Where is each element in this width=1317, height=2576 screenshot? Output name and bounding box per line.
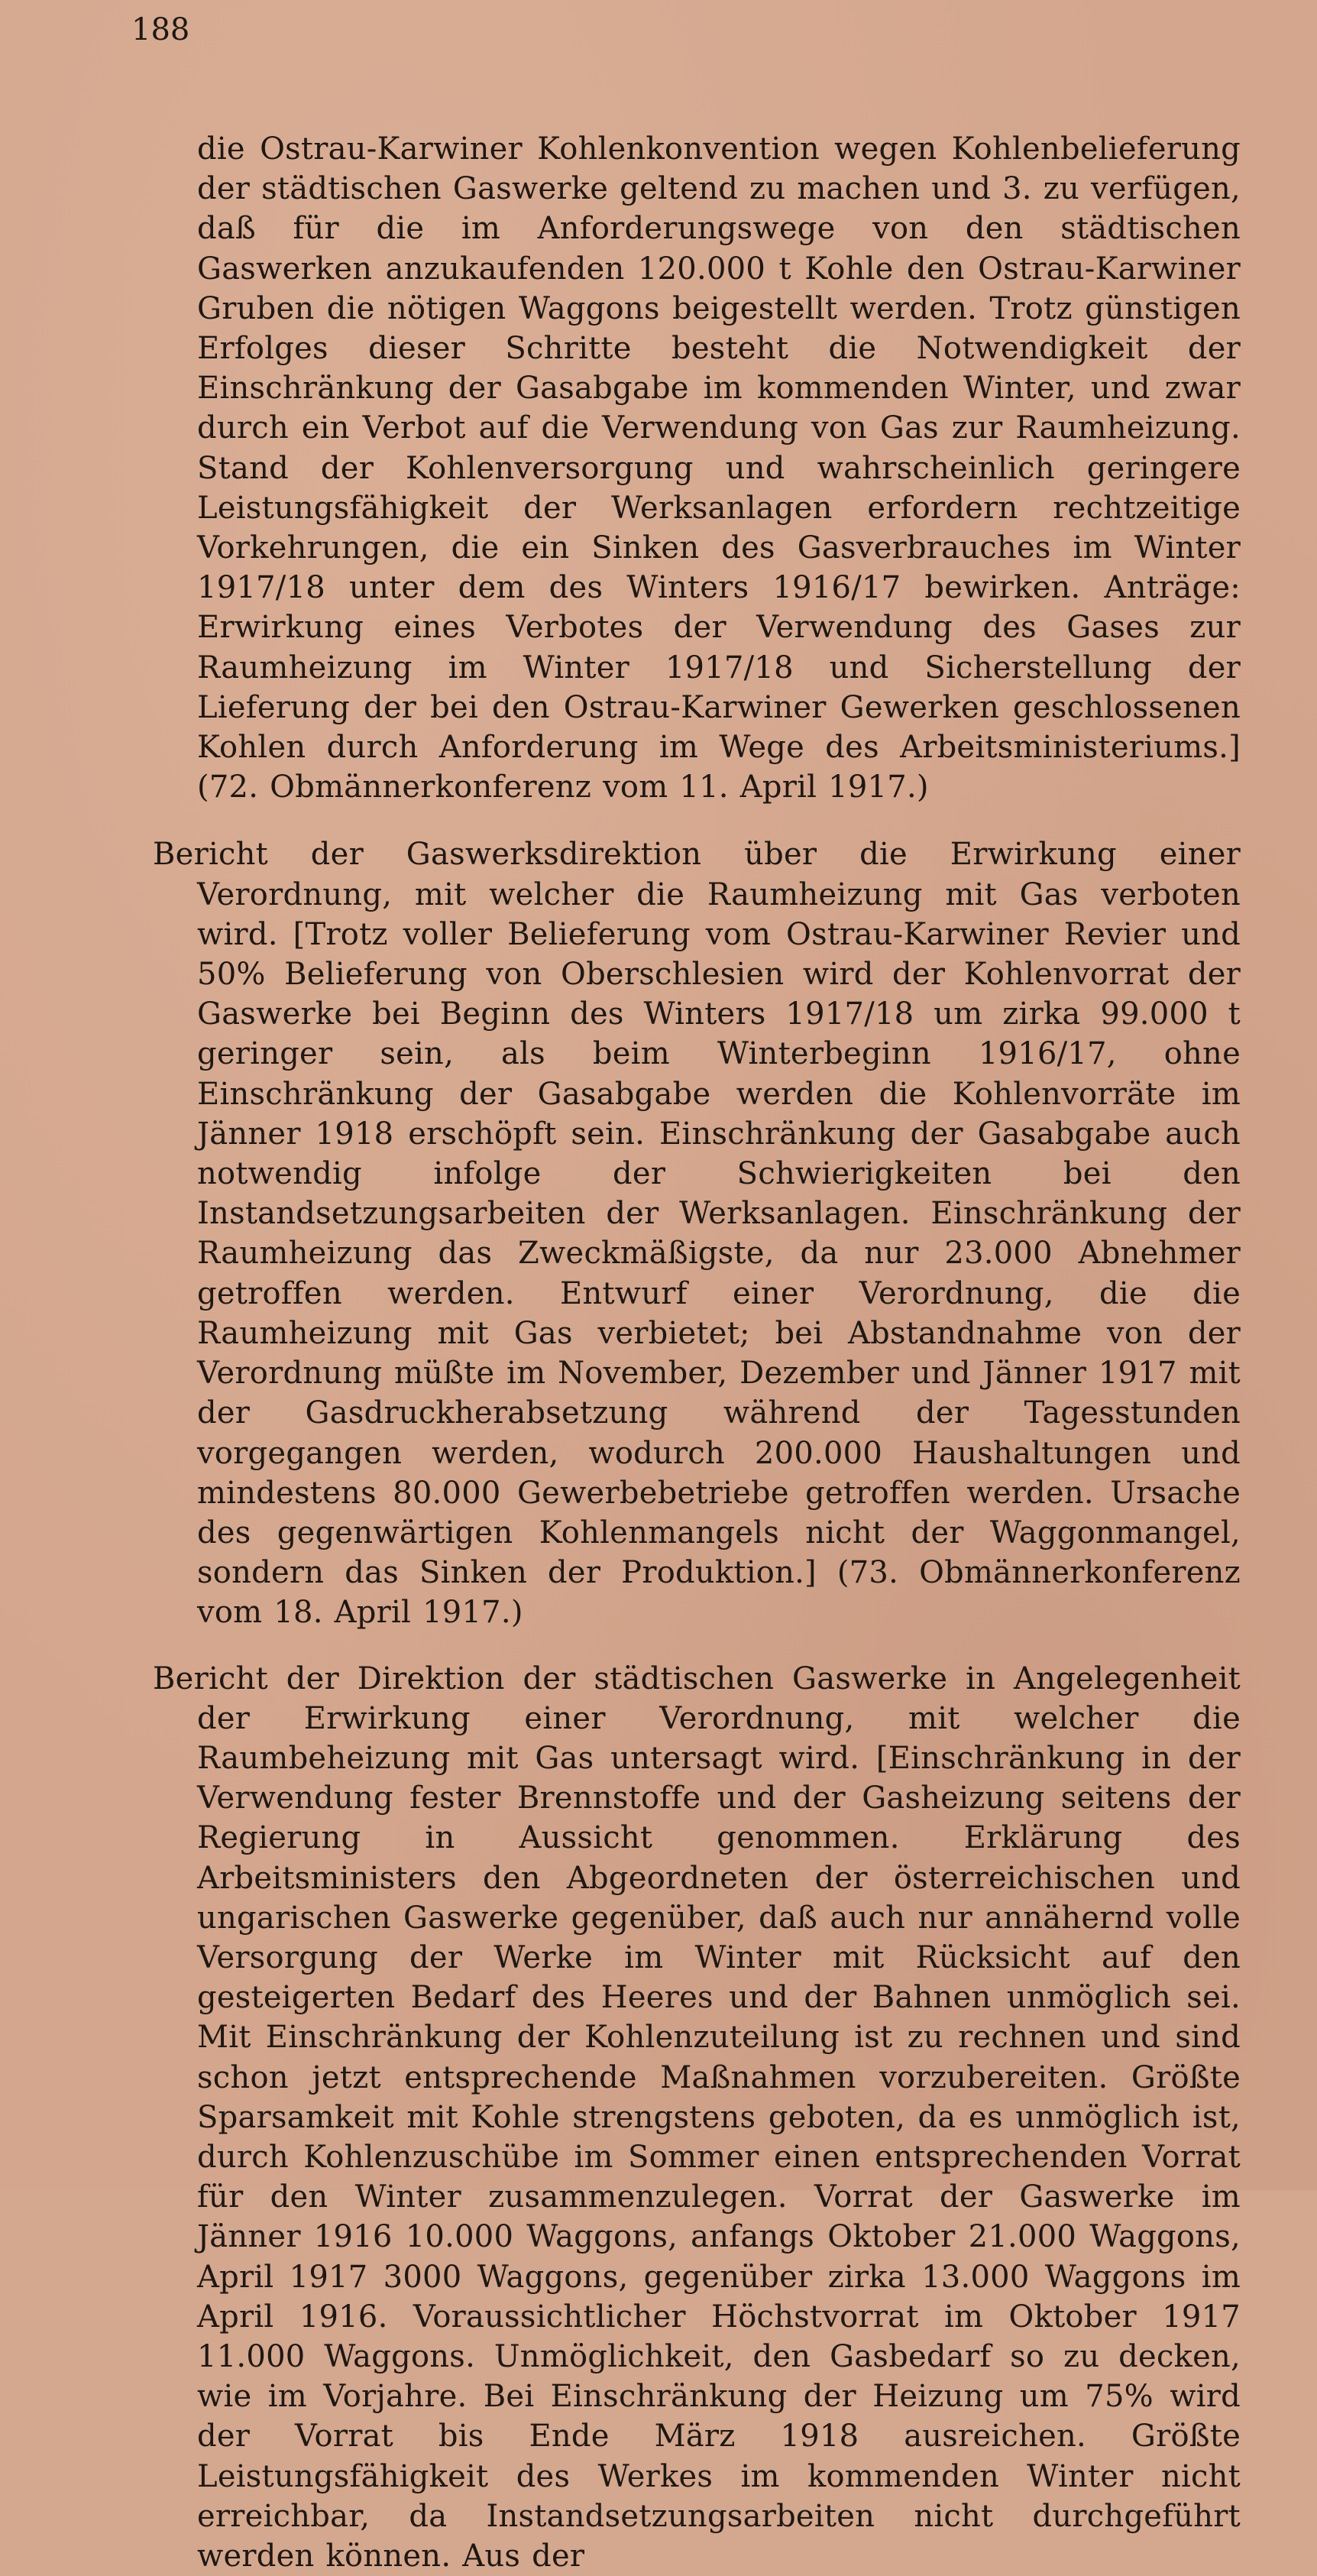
paragraph-text: Bericht der Direktion der städtischen Gaswerke in Angelegenheit der Erwirkung einer Verordnung, mit welcher die Raumbeheizung mit Gas untersagt wird. [Einschränkung in der Verwendung fester Brennstoffe und der Gasheizung seitens der Regierung in Aussicht genommen. Erklärung des Arbeitsministers den Abgeordneten der österreichischen und ungarischen Gaswerke gegenüber, daß auch nur annähernd volle Versorgung der Werke im Winter mit Rücksicht auf den gesteigerten Bedarf des Heeres und der Bahnen unmöglich sei. Mit Einschränkung der Kohlenzuteilung ist zu rechnen und sind schon jetzt entsprechende Maßnahmen vorzubereiten. Größte Sparsamkeit mit Kohle strengstens geboten, da es unmöglich ist, durch Kohlenzuschübe im Sommer einen entsprechenden Vorrat für den Winter zusammenzulegen. Vorrat der Gaswerke im Jänner 1916 10.000 Waggons, anfangs Oktober 21.000 Waggons, April 1917 3000 Waggons, gegenüber zirka 13.000 Waggons im April 1916. Voraussichtlicher Höchstvorrat im Oktober 1917 11.000 Waggons. Unmöglichkeit, den Gasbedarf so zu decken, wie im Vorjahre. Bei Einschränkung der Heizung um 75% wird der Vorrat bis Ende März 1918 ausreichen. Größte Leistungsfähigkeit des Werkes im kommenden Winter nicht erreichbar, da Instandsetzungsarbeiten nicht durchgeführt werden können. Aus der — [153, 1661, 1241, 2574]
paragraph-text: die Ostrau-Karwiner Kohlenkonvention wegen Kohlenbelieferung der städtischen Gaswerke geltend zu machen und 3. zu verfügen, daß für die im Anforderungswege von den städtischen Gaswerken anzukaufenden 120.000 t Kohle den Ostrau-Karwiner Gruben die nötigen Waggons beigestellt werden. Trotz günstigen Erfolges dieser Schritte besteht die Notwendigkeit der Einschränkung der Gasabgabe im kommenden Winter, und zwar durch ein Verbot auf die Verwendung von Gas zur Raumheizung. Stand der Kohlenversorgung und wahrscheinlich geringere Leistungsfähigkeit der Werksanlagen erfordern rechtzeitige Vorkehrungen, die ein Sinken des Gasverbrauches im Winter 1917/18 unter dem des Winters 1916/17 bewirken. Anträge: Erwirkung eines Verbotes der Verwendung des Gases zur Raumheizung im Winter 1917/18 und Sicherstellung der Lieferung der bei den Ostrau-Karwiner Gewerken geschlossenen Kohlen durch Anforderung im Wege des Arbeitsministeriums.] (72. Obmännerkonferenz vom 11. April 1917.) — [197, 131, 1241, 805]
entry-report-gaswerksdirektion — [153, 834, 1241, 1632]
paragraph-text: Bericht der Gaswerksdirektion über die Erwirkung einer Verordnung, mit welcher die Raumheizung mit Gas verboten wird. [Trotz voller Belieferung vom Ostrau-Karwiner Revier und 50% Belieferung von Oberschlesien wird der Kohlenvorrat der Gaswerke bei Beginn des Winters 1917/18 um zirka 99.000 t geringer sein, als beim Winterbeginn 1916/17, ohne Einschränkung der Gasabgabe werden die Kohlenvorräte im Jänner 1918 erschöpft sein. Einschränkung der Gasabgabe auch notwendig infolge der Schwierigkeiten bei den Instandsetzungsarbeiten der Werksanlagen. Einschränkung der Raumheizung das Zweckmäßigste, da nur 23.000 Abnehmer getroffen werden. Entwurf einer Verordnung, die die Raumheizung mit Gas verbietet; bei Abstandnahme von der Verordnung müßte im November, Dezember und Jänner 1917 mit der Gasdruckherabsetzung während der Tagesstunden vorgegangen werden, wodurch 200.000 Haushaltungen und mindestens 80.000 Gewerbebetriebe getroffen werden. Ursache des gegenwärtigen Kohlenmangels nicht der Waggonmangel, sondern das Sinken der Produktion.] (73. Obmännerkonferenz vom 18. April 1917.) — [153, 837, 1241, 1631]
entry-continued-paragraph — [153, 129, 1241, 807]
page-number: 188 — [131, 12, 190, 47]
entry-report-direktion-gaswerke — [153, 1659, 1241, 2576]
